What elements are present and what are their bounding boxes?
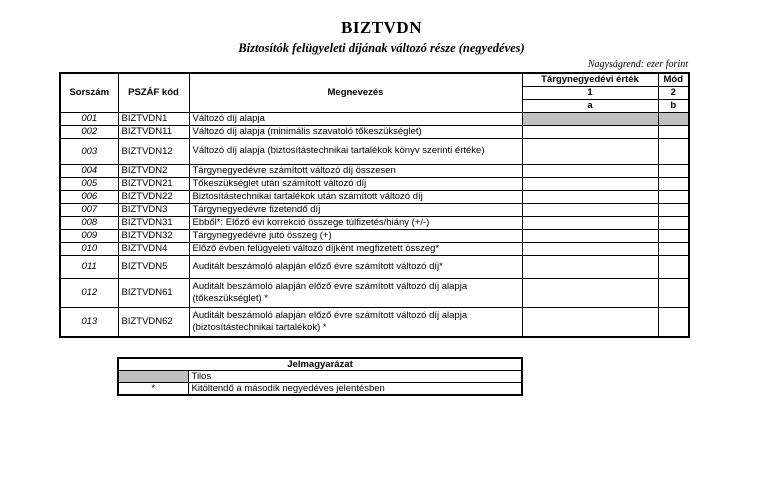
row-code: BIZTVDN1 — [118, 112, 189, 125]
mode-cell[interactable] — [658, 216, 689, 229]
row-name: Tőkeszükséglet után számított változó díj — [189, 177, 522, 190]
row-name: Ebből*: Előző évi korrekció összege túlfizetés/hiány (+/-) — [189, 216, 522, 229]
row-number: 002 — [60, 125, 118, 138]
table-row — [60, 278, 689, 307]
row-name: Változó díj alapja — [189, 112, 522, 125]
row-number: 011 — [60, 255, 118, 278]
mode-cell[interactable] — [658, 190, 689, 203]
table-row — [60, 190, 689, 203]
value-cell[interactable] — [522, 278, 658, 307]
header-megnevezes: Megnevezés — [189, 73, 522, 112]
row-number: 010 — [60, 242, 118, 255]
row-number: 004 — [60, 164, 118, 177]
row-name: Előző évben felügyeleti változó díjként megfizetett összeg* — [189, 242, 522, 255]
header-mod: Mód — [658, 73, 689, 86]
row-name: Biztosítástechnikai tartalékok után számított változó díj — [189, 190, 522, 203]
legend-text: Tilos — [188, 371, 522, 383]
value-cell[interactable] — [522, 190, 658, 203]
row-name: Tárgynegyedévre jutó összeg (+) — [189, 229, 522, 242]
row-name: Tárgynegyedévre számított változó díj összesen — [189, 164, 522, 177]
row-name: Auditált beszámoló alapján előző évre számított változó díj alapja (biztosítástechnikai tartalékok) * — [189, 307, 522, 337]
mode-cell[interactable] — [658, 177, 689, 190]
legend-item — [118, 383, 522, 396]
row-code: BIZTVDN5 — [118, 255, 189, 278]
value-cell[interactable] — [522, 255, 658, 278]
table-row — [60, 112, 689, 125]
row-code: BIZTVDN31 — [118, 216, 189, 229]
row-number: 008 — [60, 216, 118, 229]
value-cell[interactable] — [522, 229, 658, 242]
mode-cell[interactable] — [658, 164, 689, 177]
mode-cell[interactable] — [658, 125, 689, 138]
row-name: Auditált beszámoló alapján előző évre számított változó díj alapja (tőkeszükséglet) * — [189, 278, 522, 307]
row-code: BIZTVDN61 — [118, 278, 189, 307]
legend-table — [117, 357, 523, 396]
row-number: 007 — [60, 203, 118, 216]
row-number: 005 — [60, 177, 118, 190]
mode-cell[interactable] — [658, 278, 689, 307]
row-number: 003 — [60, 138, 118, 164]
value-cell[interactable] — [522, 216, 658, 229]
legend-title: Jelmagyarázat — [118, 358, 522, 371]
header-sorszam: Sorszám — [60, 73, 118, 112]
row-name: Változó díj alapja (biztosítástechnikai tartalékok könyv szerinti értéke) — [189, 138, 522, 164]
row-name: Auditált beszámoló alapján előző évre számított változó díj* — [189, 255, 522, 278]
legend-text: Kitöltendő a második negyedéves jelentésben — [188, 383, 522, 396]
header-col2-letter: b — [658, 99, 689, 112]
table-row — [60, 242, 689, 255]
header-col2-num: 2 — [658, 86, 689, 99]
page-title: BIZTVDN — [341, 18, 422, 37]
value-cell[interactable] — [522, 307, 658, 337]
row-code: BIZTVDN11 — [118, 125, 189, 138]
table-row — [60, 307, 689, 337]
legend-symbol: * — [118, 383, 188, 396]
main-table — [59, 72, 690, 338]
value-cell[interactable] — [522, 125, 658, 138]
value-cell[interactable] — [522, 203, 658, 216]
table-row — [60, 125, 689, 138]
row-name: Változó díj alapja (minimális szavatoló tőkeszükséglet) — [189, 125, 522, 138]
page-subtitle: Biztosítók felügyeleti díjának változó része (negyedéves) — [238, 41, 525, 55]
row-code: BIZTVDN2 — [118, 164, 189, 177]
row-number: 001 — [60, 112, 118, 125]
row-name: Tárgynegyedévre fizetendő díj — [189, 203, 522, 216]
header-col1-num: 1 — [522, 86, 658, 99]
header-pszaf-kod: PSZÁF kód — [118, 73, 189, 112]
table-row — [60, 138, 689, 164]
row-number: 006 — [60, 190, 118, 203]
row-code: BIZTVDN3 — [118, 203, 189, 216]
table-row — [60, 203, 689, 216]
value-cell[interactable] — [522, 138, 658, 164]
table-row — [60, 164, 689, 177]
row-number: 013 — [60, 307, 118, 337]
mode-cell[interactable] — [658, 255, 689, 278]
value-cell-shaded — [522, 112, 658, 125]
row-number: 009 — [60, 229, 118, 242]
row-code: BIZTVDN62 — [118, 307, 189, 337]
table-row — [60, 216, 689, 229]
row-code: BIZTVDN22 — [118, 190, 189, 203]
table-row — [60, 229, 689, 242]
row-code: BIZTVDN21 — [118, 177, 189, 190]
header-targy-ertek: Tárgynegyedévi érték — [522, 73, 658, 86]
mode-cell[interactable] — [658, 307, 689, 337]
mode-cell[interactable] — [658, 138, 689, 164]
table-row — [60, 177, 689, 190]
header-col1-letter: a — [522, 99, 658, 112]
mode-cell[interactable] — [658, 229, 689, 242]
legend-item — [118, 371, 522, 383]
row-code: BIZTVDN12 — [118, 138, 189, 164]
row-number: 012 — [60, 278, 118, 307]
value-cell[interactable] — [522, 242, 658, 255]
value-cell[interactable] — [522, 177, 658, 190]
mode-cell-shaded — [658, 112, 689, 125]
mode-cell[interactable] — [658, 203, 689, 216]
unit-label: Nagyságrend: ezer forint — [587, 59, 688, 70]
value-cell[interactable] — [522, 164, 658, 177]
row-code: BIZTVDN32 — [118, 229, 189, 242]
mode-cell[interactable] — [658, 242, 689, 255]
legend-symbol-shaded — [118, 371, 188, 383]
table-row — [60, 255, 689, 278]
row-code: BIZTVDN4 — [118, 242, 189, 255]
